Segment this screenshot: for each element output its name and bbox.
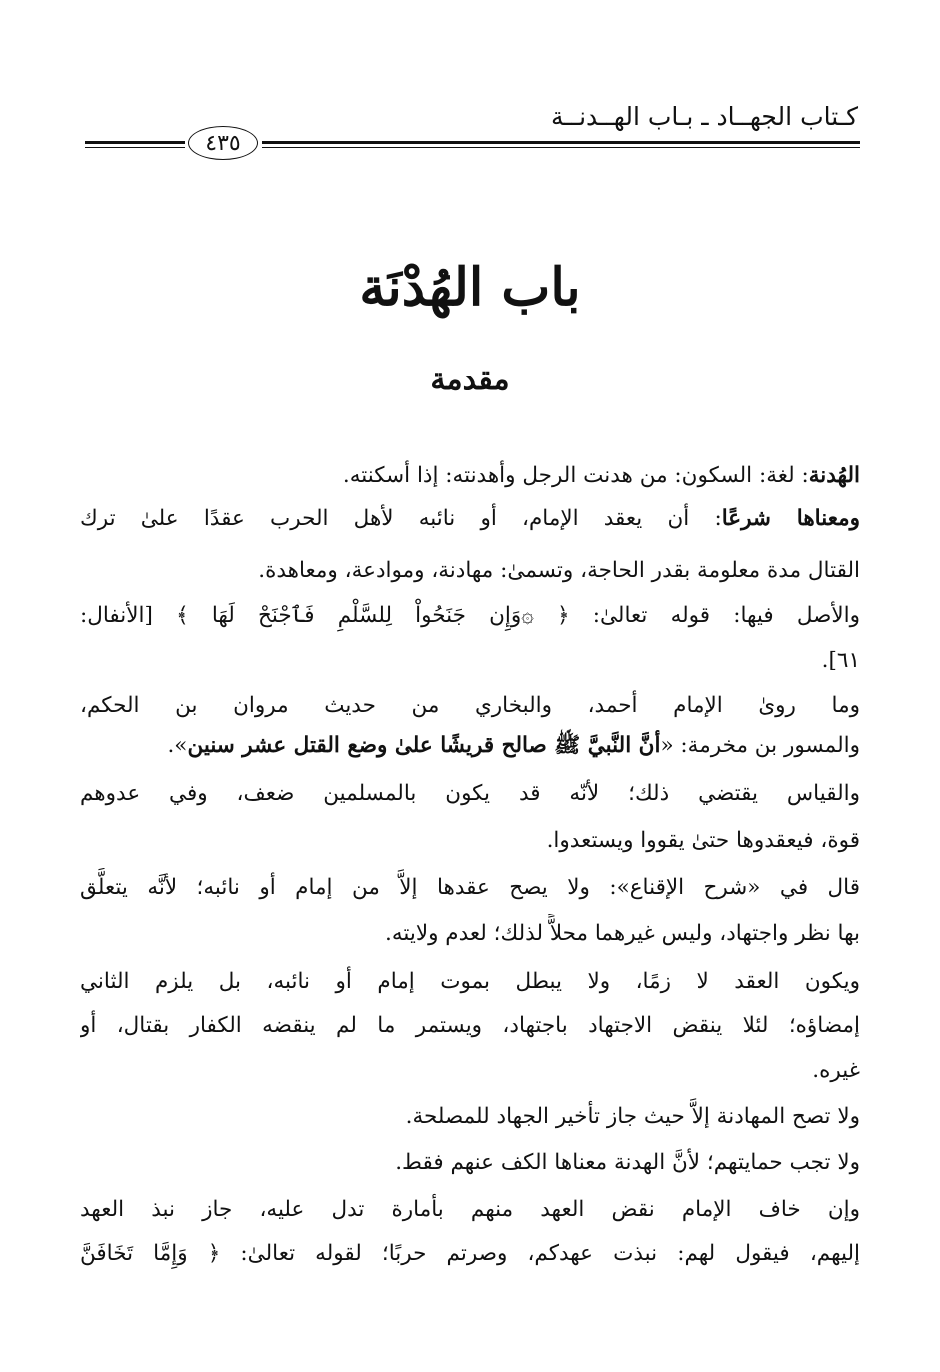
text-run: والمسور بن مخرمة: « [660, 733, 860, 758]
text-run: والأصل فيها: قوله تعالىٰ: ﴿ ۞وَإِن جَنَحُواْ لِلسَّلْمِ فَٱجْنَحْ لَهَا ﴾ [الأنفال: [80, 603, 860, 628]
text-line [80, 499, 860, 539]
text-run: غيره. [812, 1058, 860, 1083]
bold-text: ومعناها شرعًا [721, 506, 860, 531]
text-run: قوة، فيعقدوها حتىٰ يقووا ويستعدوا. [546, 828, 860, 853]
text-run: إمضاؤه؛ لئلا ينقض الاجتهاد باجتهاد، ويستمر ما لم ينقضه الكفار بقتال، أو [80, 1013, 860, 1038]
text-line [80, 774, 860, 814]
text-line [80, 726, 860, 766]
text-run: ». [167, 733, 188, 758]
text-run: وإن خاف الإمام نقض العهد منهم بأمارة تدل عليه، جاز نبذ العهد [80, 1197, 860, 1222]
text-line [80, 1006, 860, 1046]
text-line [80, 868, 860, 908]
bold-text: أنَّ النَّبيَّ ﷺ صالح قريشًا علىٰ وضع القتل عشر سنين [187, 733, 661, 758]
text-run: بها نظر واجتهاد، وليس غيرهما محلاًّ لذلك؛ لعدم ولايته. [384, 921, 860, 946]
text-line [80, 596, 860, 636]
header-rule-right [262, 141, 860, 148]
text-run: ٦١]. [821, 648, 860, 673]
text-run: وما روىٰ الإمام أحمد، والبخاري من حديث مروان بن الحكم، [80, 693, 860, 718]
text-line [80, 551, 860, 591]
text-run: : لغة: السكون: من هدنت الرجل وأهدنته: إذا أسكنته. [342, 463, 809, 488]
text-run: قال في «شرح الإقناع»: ولا يصح عقدها إلاَّ من إمام أو نائبه؛ لأنَّه يتعلَّق [80, 875, 860, 900]
text-line [80, 1190, 860, 1230]
text-run: إليهم، فيقول لهم: نبذت عهدكم، وصرتم حربًا؛ لقوله تعالىٰ: ﴿ وَإِمَّا تَخَافَنَّ [80, 1241, 860, 1266]
text-line [80, 914, 860, 954]
text-line [80, 1234, 860, 1274]
text-line [80, 821, 860, 861]
section-title: مقدمة [430, 362, 510, 397]
chapter-title: باب الهُدْنَة [359, 257, 581, 318]
text-line [80, 962, 860, 1002]
text-line [80, 1143, 860, 1183]
text-line [80, 456, 860, 496]
header-rule-left [85, 141, 185, 148]
text-line [80, 1051, 860, 1091]
text-line [80, 686, 860, 726]
running-header-title: كـتاب الجهــاد ـ بـاب الهــدنــة [551, 102, 858, 131]
text-run: ولا تصح المهادنة إلاَّ حيث جاز تأخير الجهاد للمصلحة. [405, 1104, 860, 1129]
bold-text: الهُدنة [808, 463, 860, 488]
page-number: ٤٣٥ [188, 126, 258, 160]
text-run: ويكون العقد لا زمًا، ولا يبطل بموت إمام أو نائبه، بل يلزم الثاني [80, 969, 860, 994]
text-line [80, 1097, 860, 1137]
text-run: والقياس يقتضي ذلك؛ لأنّه قد يكون بالمسلمين ضعف، وفي عدوهم [80, 781, 860, 806]
text-run: ولا تجب حمايتهم؛ لأنَّ الهدنة معناها الكف عنهم فقط. [395, 1150, 860, 1175]
text-line [80, 641, 860, 681]
text-run: القتال مدة معلومة بقدر الحاجة، وتسمىٰ: مهادنة، وموادعة، ومعاهدة. [258, 558, 860, 583]
text-run: : أن يعقد الإمام، أو نائبه لأهل الحرب عقدًا علىٰ ترك [80, 506, 722, 531]
